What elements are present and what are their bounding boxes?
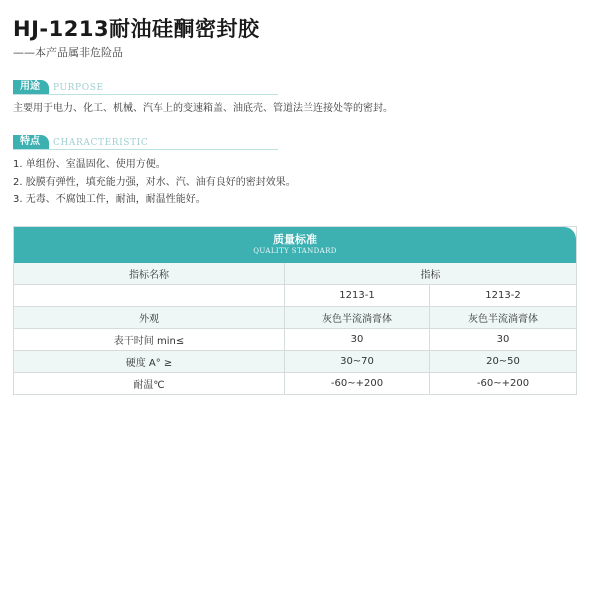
- purpose-section-header: [13, 80, 104, 94]
- table-row: [14, 328, 576, 350]
- purpose-divider: [13, 94, 278, 95]
- features-label-en: CHARACTERISTIC: [53, 137, 149, 148]
- property-value: 灰色半流淌膏体: [284, 307, 429, 328]
- features-section-header: [13, 135, 148, 149]
- header-value-cell: 指标: [284, 263, 576, 284]
- purpose-label-en: PURPOSE: [53, 82, 104, 93]
- property-name: 硬度 A° ≥: [125, 358, 173, 369]
- property-value: 30: [429, 329, 576, 350]
- model-blank-cell: [14, 285, 284, 306]
- feature-item: 1. 单组份、室温固化、使用方便。: [13, 159, 166, 170]
- table-header-row: [14, 263, 576, 284]
- property-value: 20~50: [429, 351, 576, 372]
- features-label: 特点: [13, 135, 49, 149]
- table-title: 质量标准: [273, 233, 317, 246]
- property-name: 耐温℃: [133, 380, 165, 391]
- table-title-bar: [14, 227, 576, 263]
- table-row: [14, 350, 576, 372]
- model-cell: 1213-1: [284, 285, 429, 306]
- features-divider: [13, 149, 278, 150]
- property-value: 灰色半流淌膏体: [429, 307, 576, 328]
- quality-standard-table: [13, 226, 577, 395]
- feature-item: 3. 无毒、不腐蚀工件，耐油，耐温性能好。: [13, 194, 206, 205]
- purpose-label: 用途: [13, 80, 49, 94]
- property-name: 外观: [139, 314, 159, 325]
- property-value: 30~70: [284, 351, 429, 372]
- purpose-text: 主要用于电力、化工、机械、汽车上的变速箱盖、油底壳、管道法兰连接处等的密封。: [13, 103, 393, 114]
- table-row: [14, 306, 576, 328]
- property-value: 30: [284, 329, 429, 350]
- property-value: -60~+200: [429, 373, 576, 394]
- product-title: HJ-1213耐油硅酮密封胶: [13, 17, 260, 41]
- header-name-cell: 指标名称: [129, 270, 169, 281]
- property-value: -60~+200: [284, 373, 429, 394]
- table-title-en: QUALITY STANDARD: [253, 247, 337, 255]
- hazard-note: ——本产品属非危险品: [13, 46, 123, 59]
- model-cell: 1213-2: [429, 285, 576, 306]
- table-row: [14, 372, 576, 394]
- feature-item: 2. 胶膜有弹性，填充能力强，对水、汽、油有良好的密封效果。: [13, 177, 296, 188]
- property-name: 表干时间 min≤: [113, 336, 185, 347]
- table-model-row: [14, 284, 576, 306]
